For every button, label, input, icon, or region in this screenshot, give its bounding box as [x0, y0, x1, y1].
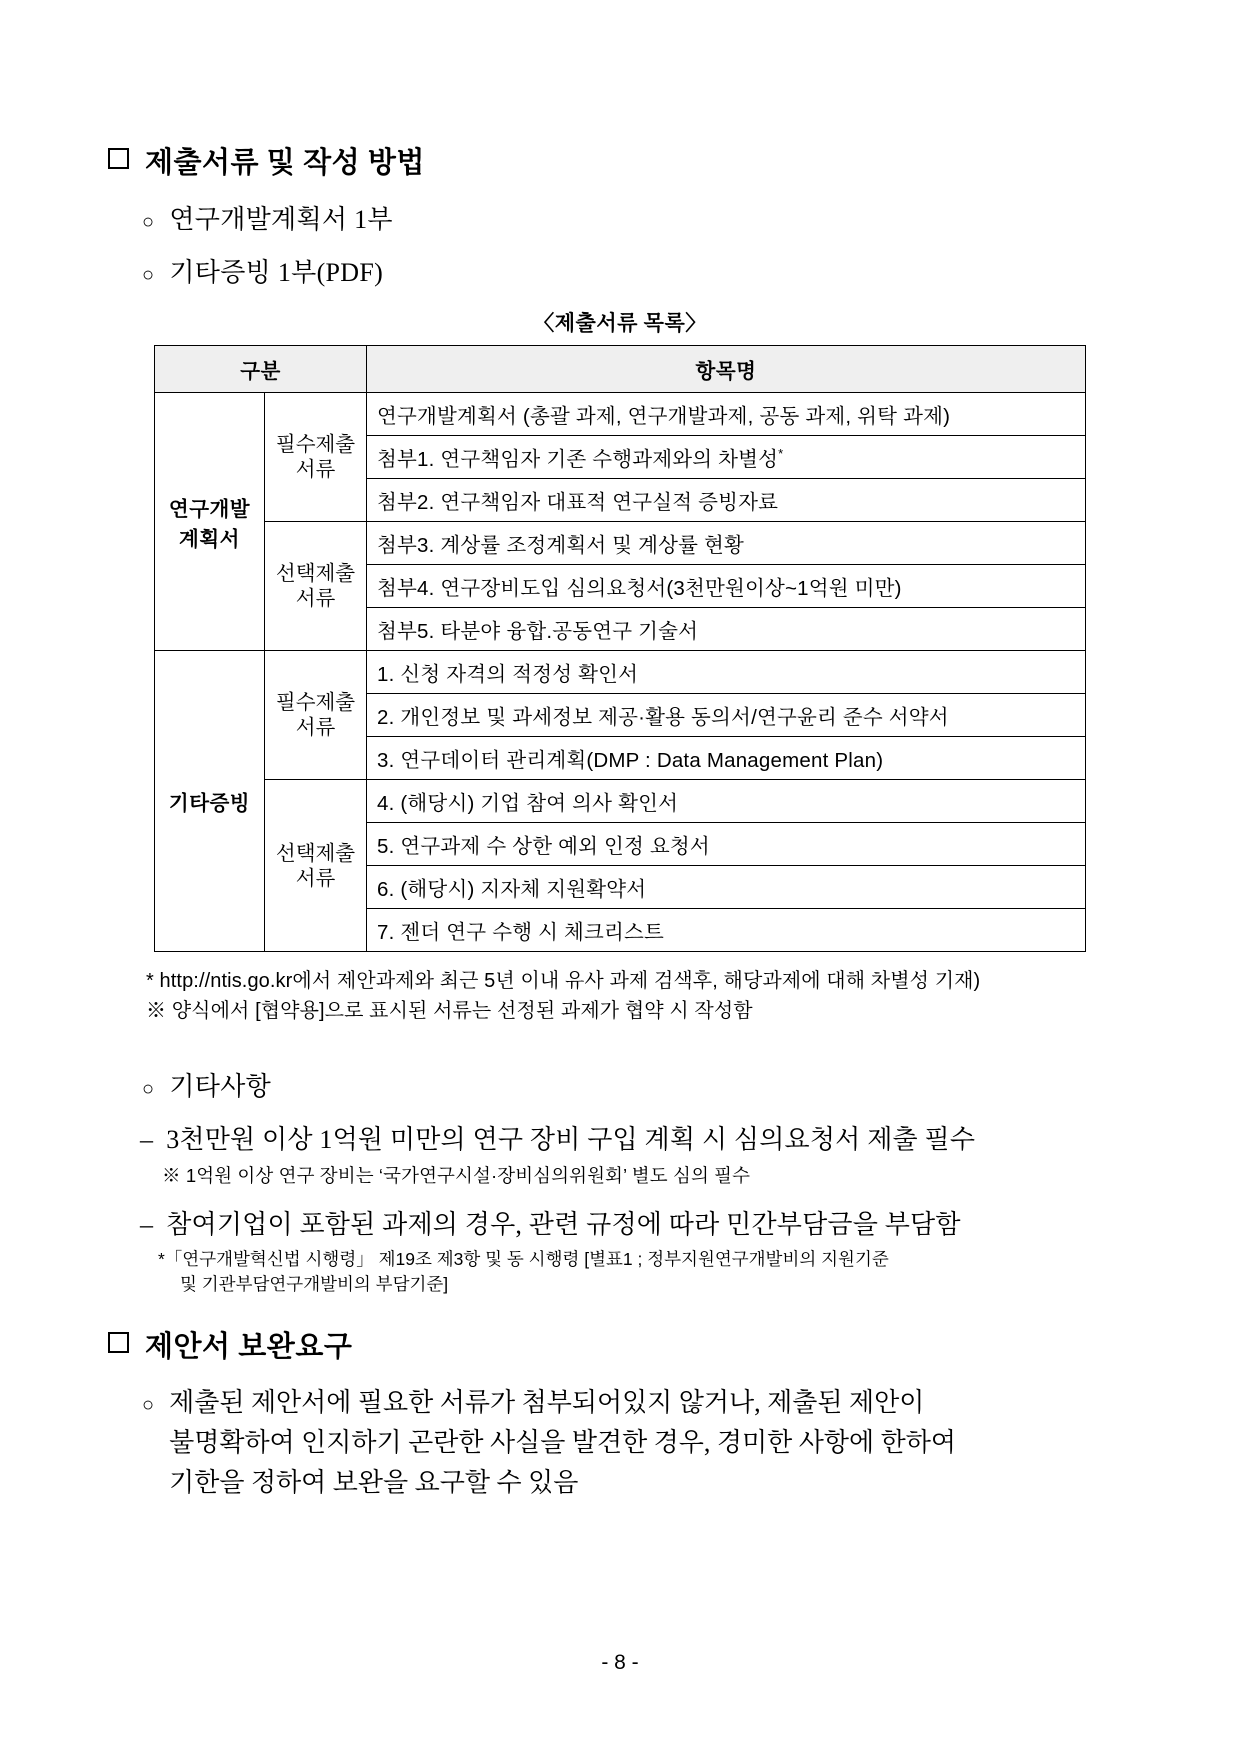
- footnote-2: ※ 양식에서 [협약용]으로 표시된 서류는 선정된 과제가 협약 시 작성함: [146, 1000, 753, 1022]
- table-item-cell: 연구개발계획서 (총괄 과제, 연구개발과제, 공동 과제, 위탁 과제): [367, 393, 1086, 436]
- circle-bullet-icon: ○: [142, 264, 155, 286]
- table-group-cell: 기타증빙: [155, 651, 265, 952]
- paragraph-line: 제출된 제안서에 필요한 서류가 첨부되어있지 않거나, 제출된 제안이: [169, 1387, 925, 1417]
- paragraph-line: 기한을 정하여 보완을 요구할 수 있음: [169, 1468, 579, 1498]
- submission-documents-table: [154, 345, 1086, 952]
- table-item-cell: 첨부2. 연구책임자 대표적 연구실적 증빙자료: [367, 479, 1086, 522]
- table-item-cell: 6. (해당시) 지자체 지원확약서: [367, 866, 1086, 909]
- list-item-label: 기타증빙 1부(PDF): [169, 258, 384, 287]
- table-row: [155, 393, 1086, 436]
- table-item-cell: 2. 개인정보 및 과세정보 제공·활용 동의서/연구윤리 준수 서약서: [367, 694, 1086, 737]
- section-heading-text: 제안서 보완요구: [145, 1330, 353, 1363]
- page-number: - 8 -: [601, 1651, 639, 1674]
- table-item-cell: 3. 연구데이터 관리계획(DMP : Data Management Plan): [367, 737, 1086, 780]
- circle-bullet-icon: ○: [142, 211, 155, 233]
- note-regulation-line2: 및 기관부담연구개발비의 부담기준]: [180, 1274, 449, 1295]
- list-item: [142, 199, 1140, 236]
- table-caption: 〈제출서류 목록〉: [533, 311, 707, 335]
- circle-bullet-icon: ○: [142, 1393, 155, 1416]
- table-group-cell: 연구개발 계획서: [155, 393, 265, 651]
- table-item-cell: 첨부1. 연구책임자 기존 수행과제와의 차별성*: [367, 436, 1086, 479]
- note-equipment-review: ※ 1억원 이상 연구 장비는 ‘국가연구시설·장비심의위원회’ 별도 심의 필수: [162, 1165, 751, 1186]
- note-regulation: [158, 1247, 1140, 1298]
- table-item-cell: 5. 연구과제 수 상한 예외 인정 요청서: [367, 823, 1086, 866]
- table-item-cell: 4. (해당시) 기업 참여 의사 확인서: [367, 780, 1086, 823]
- list-item: [142, 252, 1140, 289]
- table-subgroup-cell: 필수제출 서류: [265, 651, 367, 780]
- table-item-cell: 7. 젠더 연구 수행 시 체크리스트: [367, 909, 1086, 952]
- circle-bullet-icon: ○: [142, 1078, 155, 1100]
- list-item: [140, 1204, 1140, 1241]
- table-footnotes: [146, 966, 1140, 1026]
- table-item-cell: 첨부5. 타분야 융합.공동연구 기술서: [367, 608, 1086, 651]
- list-item-label: 참여기업이 포함된 과제의 경우, 관련 규정에 따라 민간부담금을 부담함: [166, 1210, 961, 1239]
- table-item-cell: 첨부3. 계상률 조정계획서 및 계상률 현황: [367, 522, 1086, 565]
- paragraph-line: 불명확하여 인지하기 곤란한 사실을 발견한 경우, 경미한 사항에 한하여: [169, 1428, 956, 1458]
- square-bullet-icon: [108, 1332, 129, 1353]
- footnote-1: * http://ntis.go.kr에서 제안과제와 최근 5년 이내 유사 과제 검색후, 해당과제에 대해 차별성 기재): [146, 970, 981, 992]
- section-heading-text: 제출서류 및 작성 방법: [145, 147, 425, 179]
- table-item-cell: 1. 신청 자격의 적정성 확인서: [367, 651, 1086, 694]
- paragraph-supplement: [142, 1383, 1140, 1504]
- table-header-cell: 항목명: [367, 346, 1086, 393]
- table-header-row: [155, 346, 1086, 393]
- list-item-label: 연구개발계획서 1부: [169, 205, 393, 234]
- table-row: [155, 651, 1086, 694]
- table-row: [155, 522, 1086, 565]
- note-regulation-line1: *「연구개발혁신법 시행령」 제19조 제3항 및 동 시행령 [별표1 ; 정부지원연구개발비의 지원기준: [158, 1249, 889, 1269]
- section-heading-supplement: [108, 1324, 1140, 1365]
- list-item-label: 3천만원 이상 1억원 미만의 연구 장비 구입 계획 시 심의요청서 제출 필수: [166, 1125, 976, 1154]
- table-header-cell: 구분: [155, 346, 367, 393]
- list-item: [140, 1119, 1140, 1156]
- table-row: [155, 780, 1086, 823]
- dash-bullet-icon: –: [140, 1210, 154, 1239]
- section-heading-submit-docs: [108, 140, 1140, 181]
- list-item-label: 기타사항: [169, 1072, 272, 1101]
- square-bullet-icon: [108, 148, 129, 169]
- table-subgroup-cell: 필수제출 서류: [265, 393, 367, 522]
- list-item: [142, 1066, 1140, 1103]
- dash-bullet-icon: –: [140, 1125, 154, 1154]
- table-subgroup-cell: 선택제출 서류: [265, 780, 367, 952]
- table-subgroup-cell: 선택제출 서류: [265, 522, 367, 651]
- table-item-cell: 첨부4. 연구장비도입 심의요청서(3천만원이상~1억원 미만): [367, 565, 1086, 608]
